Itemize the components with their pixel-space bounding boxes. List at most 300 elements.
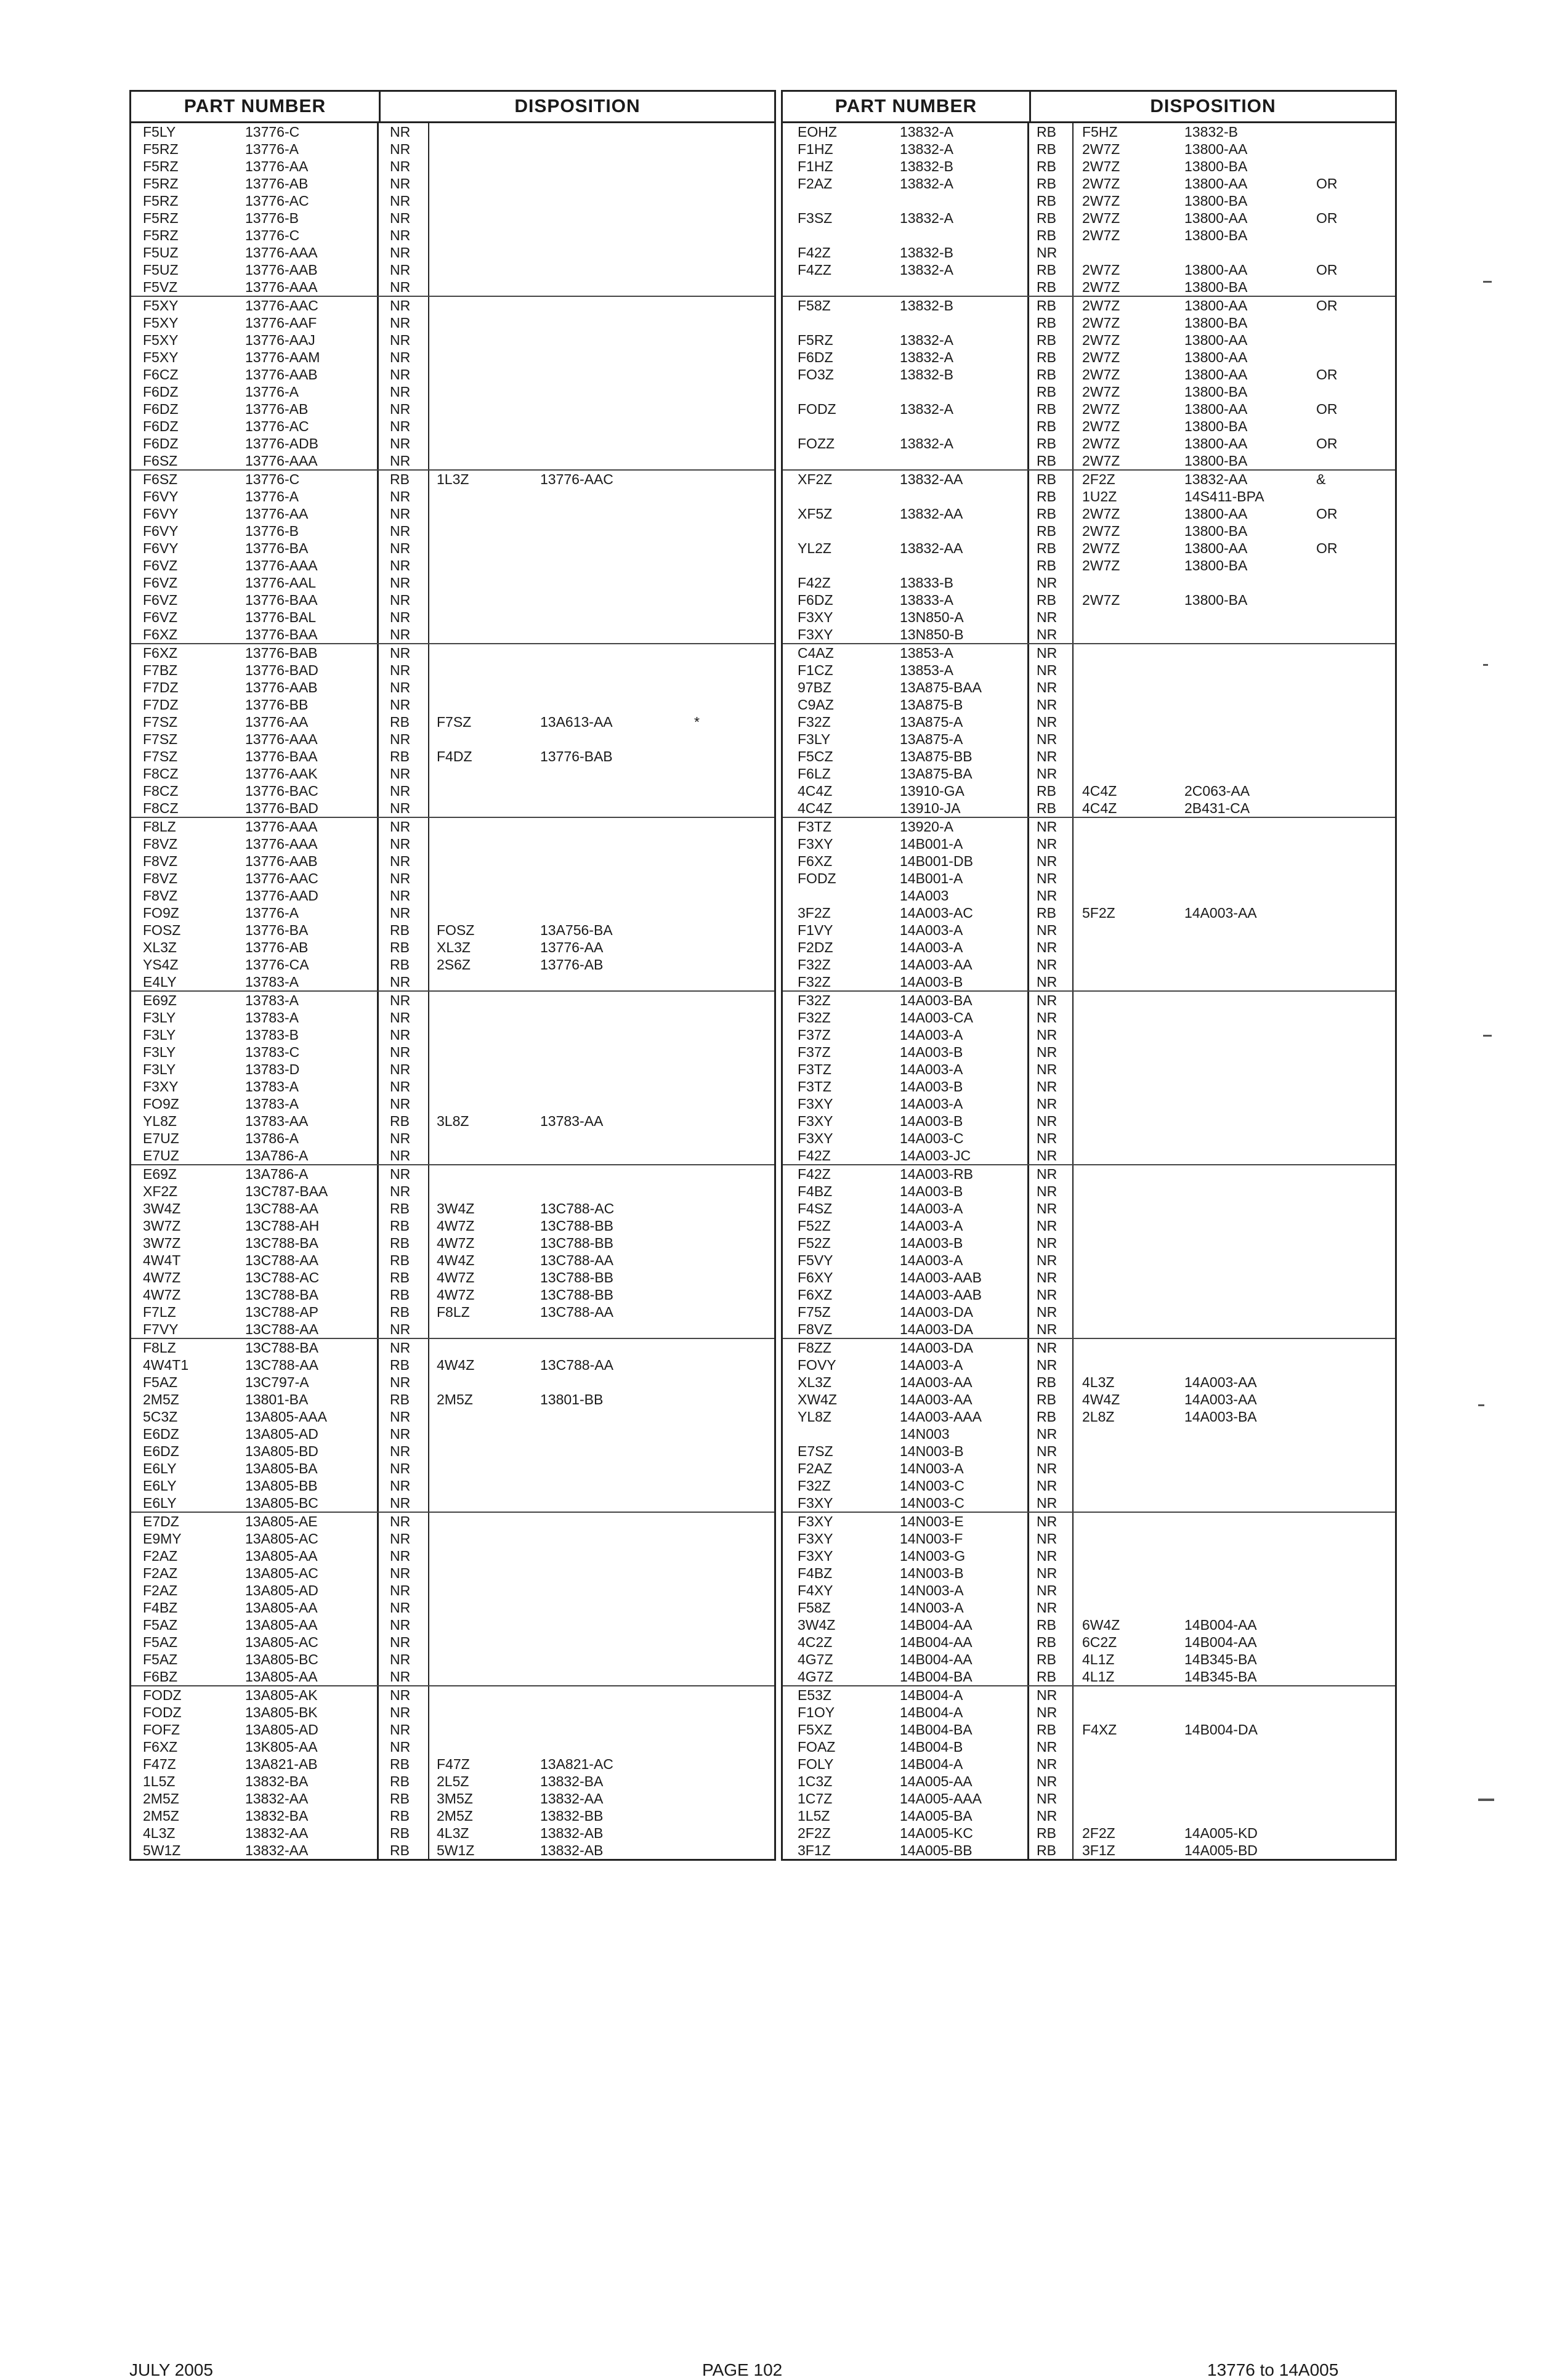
replacement-number: 13800-BA	[1184, 158, 1248, 174]
table-row	[783, 1704, 1395, 1721]
table-row	[783, 1339, 1395, 1356]
replacement-number	[540, 1183, 688, 1200]
part-prefix: F32Z	[798, 957, 831, 973]
disposition-note	[1308, 1582, 1395, 1599]
replacement-number	[540, 227, 688, 244]
part-number: 14A005-AAA	[888, 1790, 1029, 1807]
replacement-number	[1184, 626, 1308, 643]
replacement-prefix	[1074, 1790, 1184, 1807]
part-prefix: F6VY	[143, 506, 179, 522]
table-row	[131, 1738, 774, 1755]
table-row	[131, 1773, 774, 1790]
part-number: 13783-A	[245, 1095, 379, 1112]
disposition-code: NR	[379, 644, 429, 662]
disposition-note	[1308, 887, 1395, 904]
disposition-code: NR	[1029, 870, 1074, 887]
replacement-number	[1184, 662, 1308, 679]
part-number	[888, 383, 1029, 400]
disposition-note	[688, 1686, 774, 1704]
disposition-code: NR	[1029, 1269, 1074, 1286]
part-prefix: XW4Z	[798, 1391, 837, 1407]
part-number: 13776-ADB	[245, 435, 379, 452]
table-row	[783, 1374, 1395, 1391]
disposition-code: NR	[1029, 1095, 1074, 1112]
margin-mark	[1483, 664, 1488, 666]
table-row	[131, 1130, 774, 1147]
disposition-note	[1308, 1112, 1395, 1130]
disposition-note: OR	[1316, 401, 1338, 417]
replacement-prefix: 2W7Z	[1082, 540, 1120, 556]
part-number: 14N003-B	[888, 1443, 1029, 1460]
part-number: 13776-AAJ	[245, 331, 379, 349]
table-row	[783, 1234, 1395, 1252]
replacement-prefix	[429, 973, 540, 990]
part-number: 14A003-A	[888, 1217, 1029, 1234]
part-prefix: F5RZ	[143, 158, 179, 174]
replacement-prefix	[1074, 870, 1184, 887]
disposition-note	[688, 1043, 774, 1061]
disposition-note	[1308, 1130, 1395, 1147]
disposition-note	[1308, 1165, 1395, 1183]
replacement-number	[540, 591, 688, 609]
replacement-prefix	[429, 123, 540, 140]
disposition-code: RB	[379, 1790, 429, 1807]
table-row	[783, 123, 1395, 140]
disposition-note	[688, 1061, 774, 1078]
part-number: 13832-A	[888, 349, 1029, 366]
replacement-prefix	[1074, 1147, 1184, 1164]
replacement-prefix	[1074, 1217, 1184, 1234]
disposition-note	[688, 956, 774, 973]
replacement-number	[540, 662, 688, 679]
replacement-prefix	[1074, 1061, 1184, 1078]
replacement-prefix	[1074, 956, 1184, 973]
part-number: 13776-C	[245, 227, 379, 244]
part-prefix: F32Z	[798, 714, 831, 730]
part-number: 13783-A	[245, 1078, 379, 1095]
disposition-note	[1308, 1443, 1395, 1460]
replacement-prefix	[429, 1061, 540, 1078]
disposition-note	[688, 522, 774, 540]
part-prefix: E7UZ	[143, 1130, 179, 1146]
replacement-number	[540, 1599, 688, 1616]
part-prefix: F47Z	[143, 1756, 176, 1772]
replacement-prefix	[1074, 1200, 1184, 1217]
part-prefix: F6DZ	[143, 401, 179, 417]
replacement-prefix	[429, 1686, 540, 1704]
disposition-code: NR	[379, 835, 429, 852]
part-number: 13C788-AA	[245, 1252, 379, 1269]
part-number: 13A805-AA	[245, 1599, 379, 1616]
part-prefix: XL3Z	[798, 1374, 831, 1390]
disposition-code: NR	[1029, 1217, 1074, 1234]
part-number: 13776-AB	[245, 939, 379, 956]
margin-mark	[1478, 1404, 1484, 1406]
replacement-prefix	[1074, 1112, 1184, 1130]
disposition-note	[688, 609, 774, 626]
part-number	[888, 192, 1029, 209]
table-row	[783, 1043, 1395, 1061]
disposition-code: NR	[1029, 1773, 1074, 1790]
table-row	[783, 227, 1395, 244]
replacement-number	[540, 852, 688, 870]
replacement-number	[1184, 1339, 1308, 1356]
replacement-number: 13832-AA	[540, 1791, 604, 1807]
part-prefix: 4G7Z	[798, 1651, 833, 1667]
disposition-code: NR	[1029, 1026, 1074, 1043]
disposition-code: RB	[1029, 1616, 1074, 1633]
part-number: 13832-A	[888, 175, 1029, 192]
table-row	[131, 591, 774, 609]
disposition-note	[1308, 1408, 1395, 1425]
part-number: 13833-B	[888, 574, 1029, 591]
table-row	[131, 1391, 774, 1408]
row-group	[131, 1686, 774, 1859]
replacement-number	[540, 1147, 688, 1164]
part-prefix: F3XY	[798, 609, 833, 625]
disposition-code: NR	[1029, 748, 1074, 765]
disposition-code: NR	[1029, 765, 1074, 782]
disposition-code: RB	[1029, 1633, 1074, 1651]
disposition-code: NR	[379, 261, 429, 278]
replacement-number: 13800-BA	[1184, 592, 1248, 608]
disposition-note	[688, 574, 774, 591]
part-prefix: F6VZ	[143, 557, 178, 573]
table-row	[783, 1391, 1395, 1408]
disposition-note	[1308, 383, 1395, 400]
replacement-number	[1184, 1582, 1308, 1599]
table-row	[131, 1530, 774, 1547]
part-prefix: 3W4Z	[143, 1200, 181, 1216]
disposition-code: RB	[1029, 192, 1074, 209]
part-prefix: F52Z	[798, 1235, 831, 1251]
part-number: 14A003-B	[888, 1078, 1029, 1095]
replacement-prefix	[429, 852, 540, 870]
part-number: 13A805-AC	[245, 1633, 379, 1651]
replacement-number	[1184, 1564, 1308, 1582]
disposition-code: RB	[1029, 488, 1074, 505]
table-row	[783, 1165, 1395, 1183]
part-number: 13832-BA	[245, 1773, 379, 1790]
replacement-number	[1184, 1704, 1308, 1721]
replacement-number	[540, 626, 688, 643]
replacement-number	[540, 192, 688, 209]
part-prefix: E7UZ	[143, 1148, 179, 1164]
part-number: 14B001-DB	[888, 852, 1029, 870]
disposition-code: NR	[379, 349, 429, 366]
part-number: 14A003-A	[888, 1026, 1029, 1043]
part-number: 13C788-AH	[245, 1217, 379, 1234]
part-number: 14A003-B	[888, 1043, 1029, 1061]
replacement-prefix	[429, 227, 540, 244]
part-number: 13776-AA	[245, 505, 379, 522]
disposition-note: *	[694, 714, 700, 730]
disposition-note	[688, 175, 774, 192]
replacement-prefix	[429, 1183, 540, 1200]
part-number: 14B004-BA	[888, 1668, 1029, 1685]
part-number: 14A003-A	[888, 1061, 1029, 1078]
disposition-code: RB	[1029, 349, 1074, 366]
replacement-number: 14B004-AA	[1184, 1634, 1257, 1650]
table-row	[131, 662, 774, 679]
replacement-prefix	[1074, 921, 1184, 939]
table-row	[783, 1200, 1395, 1217]
replacement-prefix	[429, 1599, 540, 1616]
table-row	[783, 209, 1395, 227]
replacement-number	[540, 1721, 688, 1738]
part-number: 14N003-A	[888, 1599, 1029, 1616]
disposition-note	[688, 818, 774, 835]
left-table-body	[131, 123, 774, 1859]
disposition-code: NR	[1029, 1738, 1074, 1755]
part-number	[888, 227, 1029, 244]
replacement-prefix	[429, 609, 540, 626]
disposition-note	[688, 505, 774, 522]
disposition-note	[1308, 1303, 1395, 1321]
table-row	[783, 1738, 1395, 1755]
replacement-prefix	[429, 366, 540, 383]
replacement-prefix	[1074, 731, 1184, 748]
part-prefix: F8CZ	[143, 800, 179, 816]
replacement-prefix	[1074, 1286, 1184, 1303]
disposition-code: NR	[379, 1183, 429, 1200]
table-row	[783, 505, 1395, 522]
disposition-code: RB	[379, 1773, 429, 1790]
replacement-number	[540, 522, 688, 540]
part-prefix: F6DZ	[798, 349, 833, 365]
part-number: 13776-AA	[245, 158, 379, 175]
disposition-code: RB	[1029, 1668, 1074, 1685]
replacement-number	[1184, 696, 1308, 713]
replacement-prefix: 4L3Z	[1082, 1374, 1115, 1390]
disposition-note: OR	[1316, 366, 1338, 382]
replacement-prefix: 4L3Z	[437, 1825, 469, 1841]
disposition-code: RB	[1029, 1374, 1074, 1391]
replacement-prefix: 2W7Z	[1082, 592, 1120, 608]
replacement-prefix	[429, 1043, 540, 1061]
table-row	[131, 1009, 774, 1026]
disposition-code: NR	[379, 1582, 429, 1599]
replacement-number	[540, 1564, 688, 1582]
disposition-code: NR	[379, 696, 429, 713]
replacement-number	[540, 1686, 688, 1704]
part-prefix: F3XY	[798, 1495, 833, 1511]
table-row	[131, 383, 774, 400]
replacement-number: 13C788-AA	[540, 1304, 613, 1320]
replacement-number	[540, 1061, 688, 1078]
part-number: 13776-AAA	[245, 452, 379, 469]
disposition-code: NR	[379, 1599, 429, 1616]
replacement-number: 13801-BB	[540, 1391, 604, 1407]
table-row	[783, 244, 1395, 261]
part-number: 13783-A	[245, 992, 379, 1009]
part-prefix: E6DZ	[143, 1443, 179, 1459]
disposition-note	[688, 1374, 774, 1391]
replacement-prefix: 1L3Z	[437, 471, 469, 487]
replacement-prefix	[1074, 626, 1184, 643]
disposition-code: RB	[379, 939, 429, 956]
margin-mark	[1478, 1799, 1494, 1801]
part-prefix: F5AZ	[143, 1374, 178, 1390]
disposition-note: OR	[1316, 435, 1338, 451]
part-number: 14A003-JC	[888, 1147, 1029, 1164]
table-row	[131, 1269, 774, 1286]
replacement-number: 13800-AA	[1184, 349, 1248, 365]
table-row	[131, 1651, 774, 1668]
table-row	[131, 852, 774, 870]
part-prefix: 3F1Z	[798, 1842, 831, 1858]
replacement-number	[540, 1616, 688, 1633]
part-number: 13776-AAB	[245, 261, 379, 278]
part-number: 13A875-A	[888, 731, 1029, 748]
replacement-number	[1184, 731, 1308, 748]
part-prefix: 3W7Z	[143, 1235, 181, 1251]
replacement-number: 13800-BA	[1184, 279, 1248, 295]
table-row	[131, 1356, 774, 1374]
disposition-code: RB	[1029, 278, 1074, 296]
disposition-note	[1308, 713, 1395, 731]
part-prefix: F2AZ	[143, 1565, 178, 1581]
disposition-note	[688, 835, 774, 852]
row-group	[783, 1513, 1395, 1686]
part-number: 13A805-AA	[245, 1547, 379, 1564]
disposition-code: NR	[1029, 679, 1074, 696]
table-row	[783, 557, 1395, 574]
disposition-note	[1308, 870, 1395, 887]
part-prefix: F42Z	[798, 1148, 831, 1164]
table-row	[131, 1339, 774, 1356]
part-number: 13K805-AA	[245, 1738, 379, 1755]
replacement-prefix	[429, 696, 540, 713]
disposition-heading: DISPOSITION	[1150, 96, 1276, 116]
table-row	[131, 227, 774, 244]
table-row	[131, 992, 774, 1009]
disposition-note	[688, 1112, 774, 1130]
disposition-note	[1308, 1286, 1395, 1303]
table-row	[131, 540, 774, 557]
table-row	[131, 1842, 774, 1859]
table-row	[783, 731, 1395, 748]
replacement-number: 14B345-BA	[1184, 1651, 1257, 1667]
replacement-number	[540, 1738, 688, 1755]
replacement-number: 13800-BA	[1184, 523, 1248, 539]
table-row	[131, 1807, 774, 1824]
part-prefix: 4W7Z	[143, 1269, 181, 1285]
table-row	[783, 1824, 1395, 1842]
disposition-code: RB	[1029, 904, 1074, 921]
replacement-prefix: 2W7Z	[1082, 435, 1120, 451]
part-number: 13A805-AD	[245, 1582, 379, 1599]
table-row	[783, 175, 1395, 192]
replacement-number: 13832-B	[1184, 124, 1238, 140]
part-number: 13A875-BA	[888, 765, 1029, 782]
replacement-prefix	[1074, 662, 1184, 679]
replacement-number	[540, 887, 688, 904]
replacement-number: 13800-AA	[1184, 262, 1248, 278]
row-group	[783, 644, 1395, 818]
replacement-prefix: 2W7Z	[1082, 262, 1120, 278]
replacement-prefix	[429, 887, 540, 904]
replacement-prefix	[1074, 992, 1184, 1009]
part-prefix: F6BZ	[143, 1669, 178, 1685]
part-number: 14N003-A	[888, 1582, 1029, 1599]
part-prefix: F4SZ	[798, 1200, 833, 1216]
table-row	[783, 973, 1395, 990]
part-prefix: F5UZ	[143, 262, 179, 278]
disposition-code: NR	[379, 1633, 429, 1651]
table-row	[131, 1425, 774, 1443]
disposition-note	[688, 1755, 774, 1773]
table-row	[131, 1078, 774, 1095]
table-row	[131, 140, 774, 158]
replacement-number: 13C788-AC	[540, 1200, 615, 1216]
part-prefix: F3XY	[798, 626, 833, 642]
disposition-note	[688, 331, 774, 349]
table-row	[131, 1112, 774, 1130]
table-row	[783, 1686, 1395, 1704]
table-row	[783, 435, 1395, 452]
table-row	[783, 574, 1395, 591]
replacement-prefix: 2W7Z	[1082, 193, 1120, 209]
disposition-code: NR	[379, 818, 429, 835]
row-group	[131, 992, 774, 1165]
table-row	[783, 1547, 1395, 1564]
replacement-number	[540, 799, 688, 817]
table-row	[131, 158, 774, 175]
replacement-number: 13800-AA	[1184, 176, 1248, 192]
part-prefix: F5XZ	[798, 1722, 833, 1738]
disposition-code: NR	[379, 1651, 429, 1668]
part-number: 13776-AAA	[245, 731, 379, 748]
replacement-number	[540, 1374, 688, 1391]
part-number: 13776-AAA	[245, 835, 379, 852]
replacement-prefix	[429, 1443, 540, 1460]
disposition-code: RB	[1029, 540, 1074, 557]
table-row	[783, 1668, 1395, 1685]
replacement-prefix	[1074, 887, 1184, 904]
disposition-note	[1308, 1217, 1395, 1234]
row-group	[783, 1686, 1395, 1859]
table-row	[131, 818, 774, 835]
replacement-prefix	[1074, 1547, 1184, 1564]
disposition-note	[688, 591, 774, 609]
part-number: 14B004-AA	[888, 1633, 1029, 1651]
disposition-code: NR	[1029, 1755, 1074, 1773]
replacement-number: 14A005-KD	[1184, 1825, 1258, 1841]
replacement-number	[540, 123, 688, 140]
replacement-number	[540, 452, 688, 469]
disposition-code: NR	[379, 1147, 429, 1164]
disposition-note	[1308, 314, 1395, 331]
disposition-note	[688, 1530, 774, 1547]
part-number: 14A003-AA	[888, 956, 1029, 973]
disposition-code: NR	[1029, 1252, 1074, 1269]
replacement-number	[1184, 835, 1308, 852]
disposition-note	[1308, 123, 1395, 140]
part-prefix: F8VZ	[143, 870, 178, 886]
replacement-number: 13800-AA	[1184, 332, 1248, 348]
replacement-number	[1184, 1513, 1308, 1530]
table-row	[783, 471, 1395, 488]
disposition-code: NR	[1029, 1200, 1074, 1217]
part-prefix: F4BZ	[143, 1600, 178, 1616]
replacement-number	[540, 870, 688, 887]
part-prefix: F3TZ	[798, 1079, 831, 1095]
part-number	[888, 488, 1029, 505]
part-number: 13832-AA	[245, 1790, 379, 1807]
disposition-code: NR	[1029, 574, 1074, 591]
disposition-note	[688, 1183, 774, 1200]
